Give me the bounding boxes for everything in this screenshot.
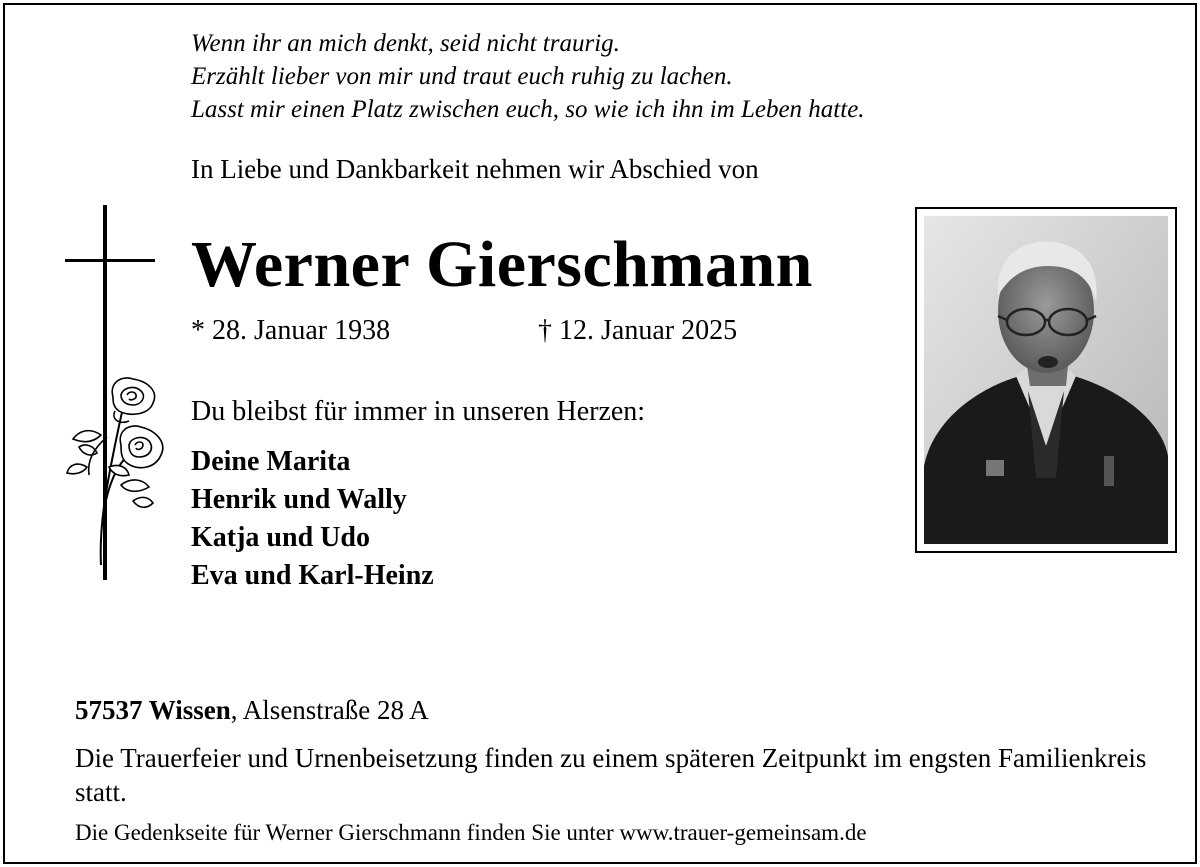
deceased-name: Werner Gierschmann	[191, 228, 813, 301]
death-date: † 12. Januar 2025	[538, 315, 738, 346]
farewell-text: Du bleibst für immer in unseren Herzen:	[191, 396, 646, 427]
ceremony-text: Die Trauerfeier und Urnenbeisetzung finden zu einem späteren Zeitpunkt im engsten Familienkreis statt.	[75, 743, 1147, 807]
mourner: Henrik und Wally	[191, 484, 407, 515]
memorial-page-text: Die Gedenkseite für Werner Gierschmann finden Sie unter www.trauer-gemeinsam.de	[75, 820, 867, 845]
cross-with-rose-icon	[63, 205, 173, 585]
portrait-photo	[924, 216, 1168, 544]
poem	[191, 27, 865, 126]
birth-date: * 28. Januar 1938	[191, 315, 391, 346]
mourner: Eva und Karl-Heinz	[191, 560, 434, 591]
intro-text: In Liebe und Dankbarkeit nehmen wir Abschied von	[191, 154, 759, 184]
address-city: 57537 Wissen	[75, 695, 231, 725]
obituary-notice	[3, 3, 1197, 864]
address-street: , Alsenstraße 28 A	[230, 695, 429, 725]
poem-line: Wenn ihr an mich denkt, seid nicht traurig.	[191, 30, 620, 57]
portrait-photo-frame	[915, 207, 1177, 553]
mourners-list	[191, 443, 434, 595]
mourner: Deine Marita	[191, 446, 351, 477]
poem-line: Erzählt lieber von mir und traut euch ruhig zu lachen.	[191, 63, 733, 90]
poem-line: Lasst mir einen Platz zwischen euch, so wie ich ihn im Leben hatte.	[191, 96, 865, 123]
address	[75, 695, 429, 726]
mourner: Katja und Udo	[191, 522, 370, 553]
